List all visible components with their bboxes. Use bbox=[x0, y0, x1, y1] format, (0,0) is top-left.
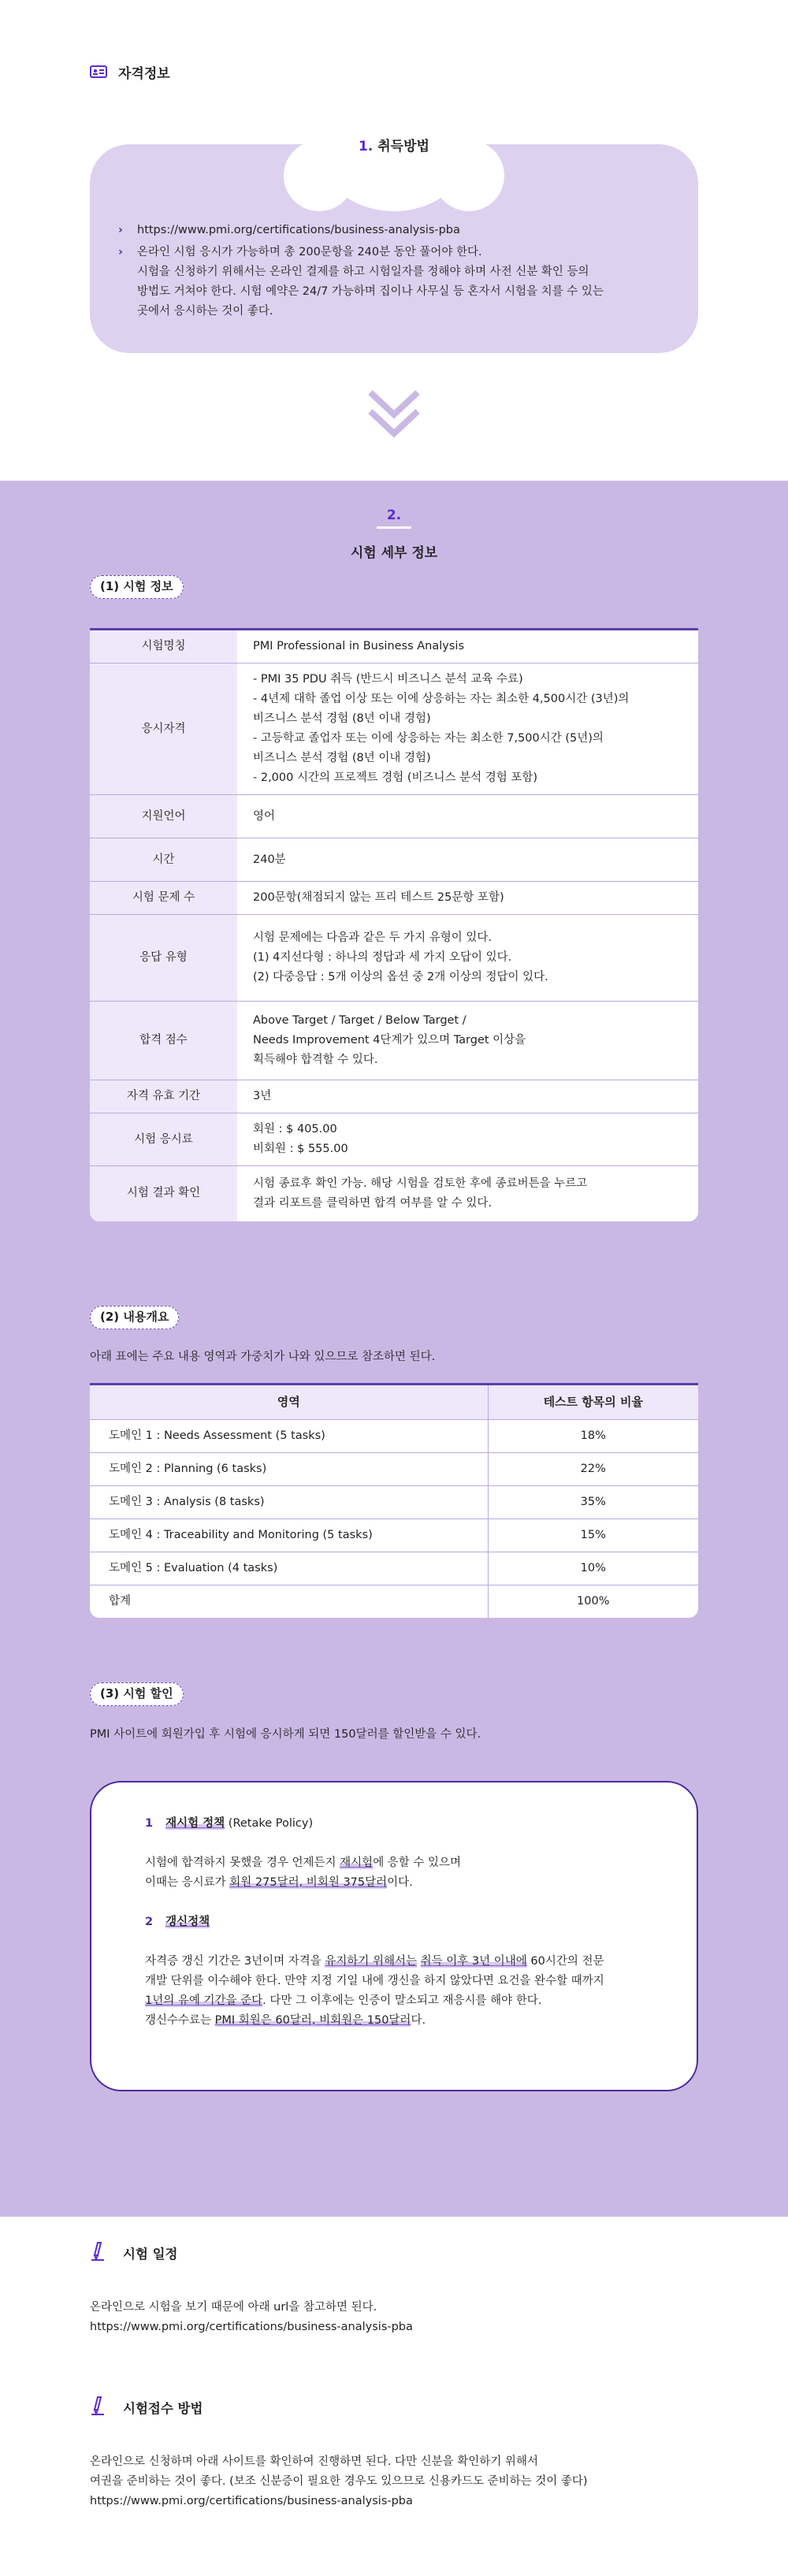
table-row bbox=[90, 1166, 698, 1221]
text: 갱신수수료는 bbox=[145, 2014, 215, 2027]
row-value bbox=[237, 882, 698, 915]
row-label: 응시자격 bbox=[90, 664, 237, 795]
list-item-text: https://www.pmi.org/certifications/business-analysis-pba bbox=[137, 224, 460, 236]
domain-cell: 도메인 2 : Planning (6 tasks) bbox=[90, 1452, 488, 1485]
table-row bbox=[90, 1485, 698, 1518]
discount-content bbox=[145, 1814, 634, 2031]
value-line: 시험 종료후 확인 가능. 해당 시험을 검토한 후에 종료버튼을 누르고 bbox=[253, 1176, 588, 1190]
registration-link[interactable]: https://www.pmi.org/certifications/business-analysis-pba bbox=[90, 2495, 413, 2507]
value-line: 영어 bbox=[253, 809, 276, 823]
value-line: 200문항(채점되지 않는 프리 테스트 25문항 포함) bbox=[253, 891, 504, 904]
column-header: 영역 bbox=[90, 1385, 488, 1419]
list-item bbox=[118, 221, 654, 240]
value-line: 240분 bbox=[253, 853, 286, 866]
row-label: 시험 응시료 bbox=[90, 1113, 237, 1166]
text-line: 온라인으로 시험을 보기 때문에 아래 url을 참고하면 된다. bbox=[90, 2301, 377, 2314]
table-row bbox=[90, 882, 698, 915]
table-row bbox=[90, 1002, 698, 1080]
value-line: 비회원 : $ 555.00 bbox=[253, 1143, 348, 1155]
value-line: - PMI 35 PDU 취득 (반드시 비즈니스 분석 교육 수료) bbox=[253, 673, 523, 686]
chevron-right-icon: › bbox=[118, 246, 123, 258]
text: 이다. bbox=[387, 1876, 413, 1889]
renewal-line-4 bbox=[145, 2011, 634, 2031]
table-row bbox=[90, 1419, 698, 1452]
row-label: 응답 유형 bbox=[90, 915, 237, 1002]
text-line: 온라인으로 신청하며 아래 사이트를 확인하여 진행하면 된다. 다만 신분을 확인하기 위해서 bbox=[90, 2455, 538, 2468]
schedule-header bbox=[90, 2241, 178, 2269]
row-value bbox=[237, 1166, 698, 1221]
row-value bbox=[237, 915, 698, 1002]
row-value bbox=[237, 1002, 698, 1080]
list-item-text: 방법도 거쳐야 한다. 시험 예약은 24/7 가능하며 집이나 사무실 등 혼자서 시험을 치를 수 있는 bbox=[137, 285, 604, 298]
id-card-icon bbox=[90, 65, 107, 85]
value-line: - 4년제 대학 졸업 이상 또는 이에 상응하는 자는 최소한 4,500시간 (3년)의 bbox=[253, 693, 630, 705]
value-line: Above Target / Target / Below Target / bbox=[253, 1014, 466, 1027]
text: 다. bbox=[411, 2014, 426, 2027]
retake-number: 1 bbox=[145, 1817, 154, 1830]
ratio-cell: 35% bbox=[488, 1485, 698, 1518]
text: . 다만 그 이후에는 인증이 말소되고 재응시를 해야 한다. bbox=[262, 1994, 542, 2007]
acquisition-list bbox=[118, 221, 654, 324]
retake-heading bbox=[145, 1814, 634, 1834]
value-line: 3년 bbox=[253, 1090, 272, 1102]
qualification-section bbox=[0, 0, 788, 481]
column-header: 테스트 항목의 비율 bbox=[488, 1385, 698, 1419]
highlight: 재시험 bbox=[340, 1857, 374, 1869]
ratio-cell: 15% bbox=[488, 1518, 698, 1552]
renewal-line-1 bbox=[145, 1952, 634, 1972]
table-row bbox=[90, 1113, 698, 1166]
divider bbox=[377, 526, 411, 529]
domain-table-card bbox=[90, 1383, 698, 1618]
double-chevron-down-icon bbox=[367, 388, 421, 445]
renewal-heading bbox=[145, 1912, 634, 1932]
list-item-text: 곳에서 응시하는 것이 좋다. bbox=[137, 305, 273, 318]
table-row bbox=[90, 630, 698, 664]
text bbox=[417, 1955, 421, 1968]
value-line: 결과 리포트를 클릭하면 합격 여부를 알 수 있다. bbox=[253, 1196, 492, 1210]
row-value bbox=[237, 1080, 698, 1113]
highlight: 유지하기 위해서는 bbox=[325, 1955, 418, 1968]
row-label: 시험 문제 수 bbox=[90, 882, 237, 915]
text: 시험에 합격하지 못했을 경우 언제든지 bbox=[145, 1857, 340, 1869]
domain-cell: 도메인 3 : Analysis (8 tasks) bbox=[90, 1485, 488, 1518]
value-line: 비즈니스 분석 경험 (8년 이내 경험) bbox=[253, 712, 431, 725]
retake-line-2 bbox=[145, 1873, 634, 1893]
highlight: PMI 회원은 60달러, 비회원은 150달러 bbox=[214, 2014, 411, 2027]
value-line: (1) 4지선다형 : 하나의 정답과 세 가지 오답이 있다. bbox=[253, 951, 512, 964]
renewal-line-2: 개발 단위를 이수해야 한다. 만약 지정 기일 내에 갱신을 하지 않았다면 요건을 완수할 때까지 bbox=[145, 1975, 604, 1987]
retake-title-en: (Retake Policy) bbox=[225, 1817, 314, 1830]
schedule-title: 시험 일정 bbox=[123, 2247, 178, 2262]
row-label: 시험 결과 확인 bbox=[90, 1166, 237, 1221]
row-value bbox=[237, 1113, 698, 1166]
registration-title: 시험접수 방법 bbox=[123, 2401, 203, 2417]
acquisition-title-text: 취득방법 bbox=[377, 139, 429, 154]
list-item bbox=[118, 243, 654, 322]
value-line: 획득해야 합격할 수 있다. bbox=[253, 1054, 378, 1066]
registration-text bbox=[90, 2452, 704, 2511]
list-item-text: 시험을 신청하기 위해서는 온라인 결제를 하고 시험일자를 정해야 하며 사전 신분 확인 등의 bbox=[137, 266, 589, 278]
value-line: PMI Professional in Business Analysis bbox=[253, 640, 465, 652]
qualification-header bbox=[90, 63, 170, 86]
highlight: 취득 이후 3년 이내에 bbox=[420, 1955, 527, 1968]
section-title: 자격정보 bbox=[118, 66, 170, 82]
table-row bbox=[90, 1552, 698, 1585]
text: 60시간의 전문 bbox=[526, 1955, 604, 1968]
text: 이때는 응시료가 bbox=[145, 1876, 230, 1889]
ratio-cell: 22% bbox=[488, 1452, 698, 1485]
table-row bbox=[90, 664, 698, 795]
pen-icon bbox=[90, 2396, 106, 2423]
content-pill: (2) 내용개요 bbox=[90, 1306, 179, 1329]
value-line: Needs Improvement 4단계가 있으며 Target 이상을 bbox=[253, 1034, 526, 1046]
discount-intro: PMI 사이트에 회원가입 후 시험에 응시하게 되면 150달러를 할인받을 수 있다. bbox=[90, 1728, 481, 1741]
highlight: 1년의 유예 기간을 준다 bbox=[145, 1994, 263, 2007]
domain-cell: 도메인 4 : Traceability and Monitoring (5 tasks) bbox=[90, 1518, 488, 1552]
table-row bbox=[90, 838, 698, 882]
table-row bbox=[90, 1585, 698, 1618]
info-table bbox=[90, 630, 698, 1221]
detail-title: 시험 세부 정보 bbox=[350, 545, 438, 561]
table-row bbox=[90, 1518, 698, 1552]
detail-number: 2. bbox=[386, 507, 402, 523]
discount-pill: (3) 시험 할인 bbox=[90, 1682, 184, 1706]
list-item-text: 온라인 시험 응시가 가능하며 총 200문항을 240분 동안 풀어야 한다. bbox=[137, 246, 482, 258]
value-line: 회원 : $ 405.00 bbox=[253, 1123, 337, 1136]
table-row bbox=[90, 795, 698, 838]
row-label: 시간 bbox=[90, 838, 237, 882]
discount-card bbox=[90, 1781, 698, 2091]
renewal-line-3 bbox=[145, 1991, 634, 2011]
value-line: - 2,000 시간의 프로젝트 경험 (비즈니스 분석 경험 포함) bbox=[253, 771, 538, 784]
value-line: - 고등학교 졸업자 또는 이에 상응하는 자는 최소한 7,500시간 (5년)의 bbox=[253, 732, 604, 745]
row-value bbox=[237, 838, 698, 882]
domain-cell: 도메인 5 : Evaluation (4 tasks) bbox=[90, 1552, 488, 1585]
acquisition-title bbox=[284, 136, 504, 158]
highlight: 회원 275달러, 비회원 375달러 bbox=[229, 1876, 388, 1889]
row-label: 지원언어 bbox=[90, 795, 237, 838]
content-intro: 아래 표에는 주요 내용 영역과 가중치가 나와 있으므로 참조하면 된다. bbox=[90, 1351, 436, 1363]
value-line: 시험 문제에는 다음과 같은 두 가지 유형이 있다. bbox=[253, 931, 492, 944]
row-value bbox=[237, 795, 698, 838]
info-table-card bbox=[90, 628, 698, 1221]
acquisition-number: 1. bbox=[359, 139, 374, 154]
table-row bbox=[90, 915, 698, 1002]
domain-cell: 도메인 1 : Needs Assessment (5 tasks) bbox=[90, 1419, 488, 1452]
detail-section bbox=[0, 481, 788, 2217]
text: 에 응할 수 있으며 bbox=[373, 1857, 462, 1869]
ratio-cell: 100% bbox=[577, 1594, 610, 1608]
table-row bbox=[90, 1080, 698, 1113]
text-line: 여권을 준비하는 것이 좋다. (보조 신분증이 필요한 경우도 있으므로 신용카드도 준비하는 것이 좋다) bbox=[90, 2475, 588, 2488]
ratio-cell: 18% bbox=[488, 1419, 698, 1452]
schedule-link[interactable]: https://www.pmi.org/certifications/business-analysis-pba bbox=[90, 2321, 413, 2333]
renewal-title: 갱신정책 bbox=[165, 1916, 210, 1928]
schedule-text bbox=[90, 2298, 704, 2337]
text: 자격증 갱신 기간은 3년이며 자격을 bbox=[145, 1955, 325, 1968]
row-value bbox=[237, 664, 698, 795]
retake-title: 재시험 정책 bbox=[165, 1817, 225, 1830]
domain-table bbox=[90, 1385, 698, 1618]
value-line: (2) 다중응답 : 5개 이상의 옵션 중 2개 이상의 정답이 있다. bbox=[253, 971, 548, 983]
table-row bbox=[90, 1452, 698, 1485]
row-label: 자격 유효 기간 bbox=[90, 1080, 237, 1113]
pen-icon bbox=[90, 2241, 106, 2269]
renewal-number: 2 bbox=[145, 1916, 154, 1928]
registration-header bbox=[90, 2396, 203, 2423]
row-label: 합격 점수 bbox=[90, 1002, 237, 1080]
value-line: 비즈니스 분석 경험 (8년 이내 경험) bbox=[253, 752, 431, 764]
info-pill: (1) 시험 정보 bbox=[90, 575, 184, 599]
row-value bbox=[237, 630, 698, 664]
row-label: 시험명칭 bbox=[90, 630, 237, 664]
chevron-right-icon: › bbox=[118, 224, 123, 236]
retake-line-1 bbox=[145, 1853, 634, 1873]
ratio-cell: 10% bbox=[488, 1552, 698, 1585]
domain-cell: 합계 bbox=[90, 1585, 488, 1618]
